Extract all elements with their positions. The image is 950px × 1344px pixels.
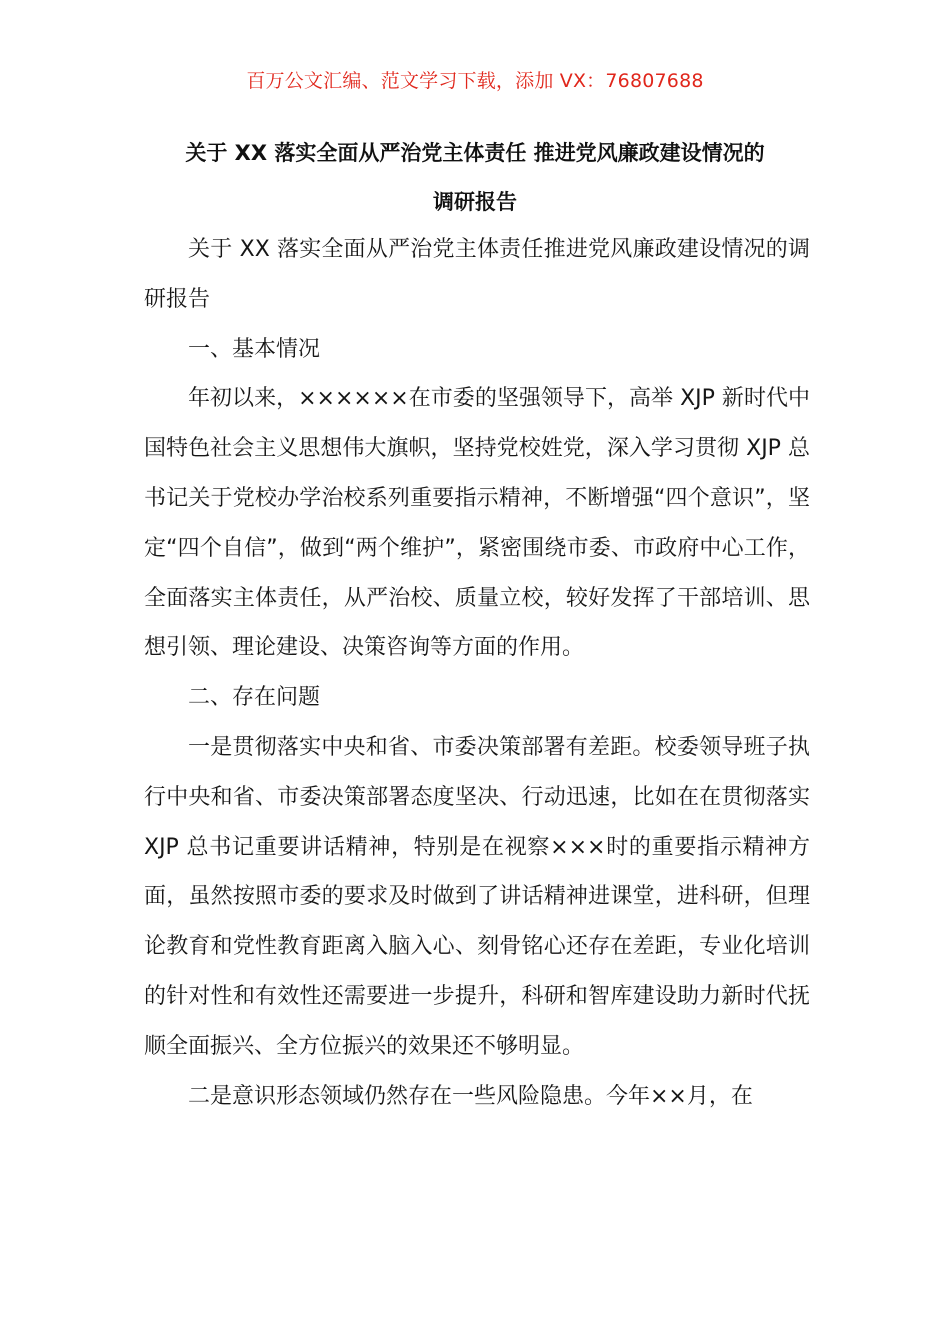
section-heading-basic-situation: 一、基本情况	[188, 336, 321, 362]
document-title-line-2: 调研报告	[433, 190, 517, 214]
header-watermark-note: 百万公文汇编、范文学习下载，添加 VX：76807688	[246, 70, 704, 92]
paragraph-basic-situation: 年初以来，××××××在市委的坚强领导下，高举 XJP 新时代中国特色社会主义思想伟大旗帜，坚持党校姓党，深入学习贯彻 XJP 总书记关于党校办学治校系列重要指示精神，不断增强“四个意识”，坚定“四个自信”，做到“两个维护”，紧密围绕市委、市政府中心工作，全面落实主体责任，从严治校、质量立校，较好发挥了干部培训、思想引领、理论建设、决策咨询等方面的作用。	[144, 386, 810, 661]
document-title-line-1: 关于 XX 落实全面从严治党主体责任 推进党风廉政建设情况的	[185, 141, 765, 165]
paragraph-problem-one: 一是贯彻落实中央和省、市委决策部署有差距。校委领导班子执行中央和省、市委决策部署态度坚决、行动迅速，比如在在贯彻落实 XJP 总书记重要讲话精神，特别是在视察×××时的重要指示精神方面，虽然按照市委的要求及时做到了讲话精神进课堂，进科研，但理论教育和党性教育距离入脑入心、刻骨铭心还存在差距，专业化培训的针对性和有效性还需要进一步提升，科研和智库建设助力新时代抚顺全面振兴、全方位振兴的效果还不够明显。	[144, 734, 810, 1059]
section-heading-existing-problems: 二、存在问题	[188, 685, 321, 711]
paragraph-problem-two: 二是意识形态领域仍然存在一些风险隐患。今年××月，在	[188, 1083, 753, 1109]
document-body	[144, 225, 810, 1121]
paragraph-subtitle-repeat: 关于 XX 落实全面从严治党主体责任推进党风廉政建设情况的调研报告	[144, 237, 810, 312]
